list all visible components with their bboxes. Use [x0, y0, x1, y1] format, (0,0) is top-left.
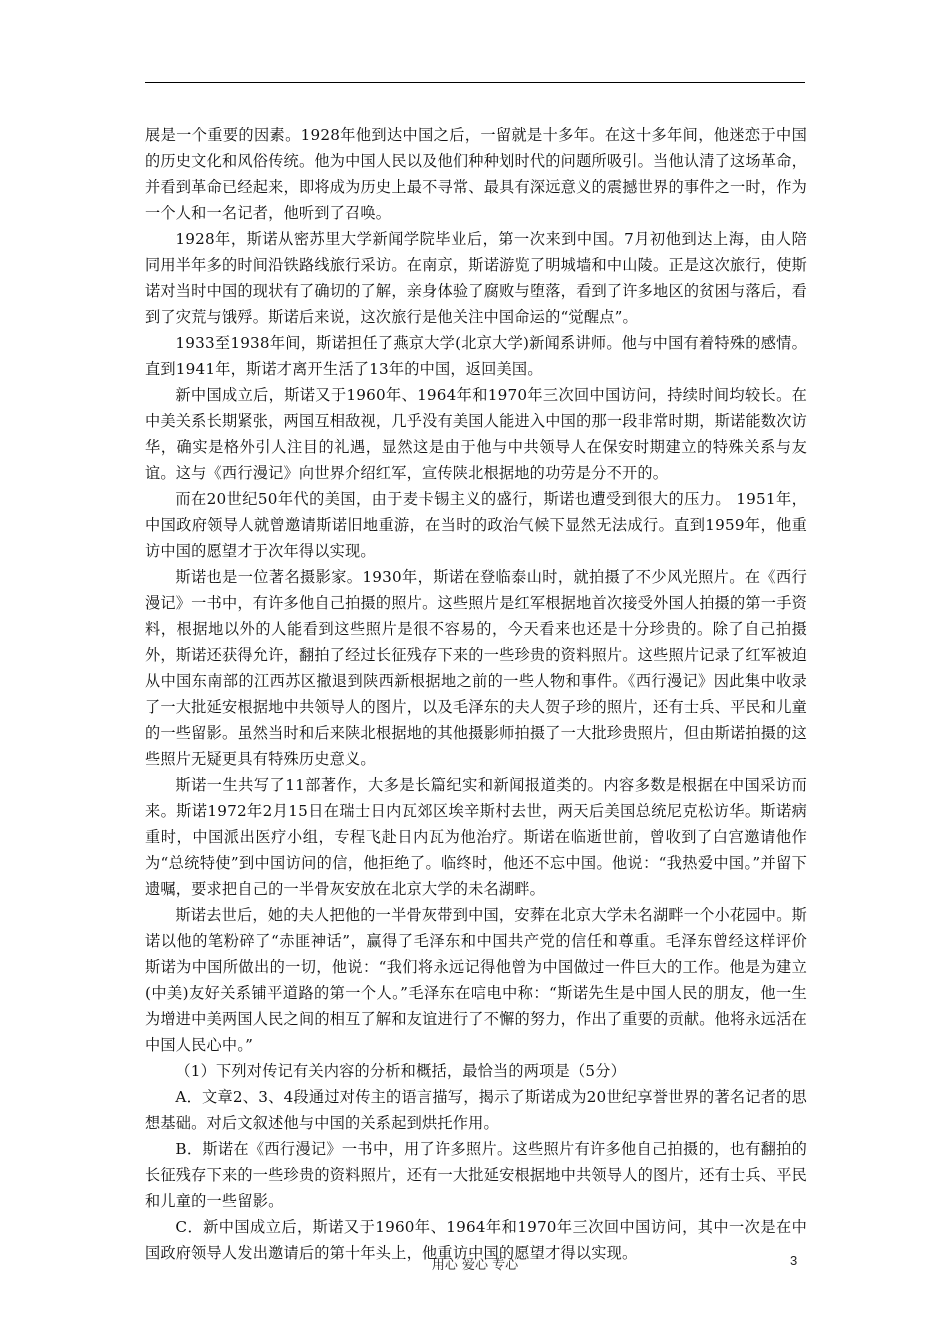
document-body — [145, 122, 807, 1266]
paragraph-works-death: 斯诺一生共写了11部著作，大多是长篇纪实和新闻报道类的。内容多数是根据在中国采访而来。斯诺1972年2月15日在瑞士日内瓦郊区埃辛斯村去世，两天后美国总统尼克松访华。斯诺病重时，中国派出医疗小组，专程飞赴日内瓦为他治疗。斯诺在临逝世前，曾收到了白宫邀请他作为“总统特使”到中国访问的信，他拒绝了。临终时，他还不忘中国。他说：“我热爱中国。”并留下遗嘱，要求把自己的一半骨灰安放在北京大学的未名湖畔。 — [145, 776, 807, 898]
paragraph-return-visits: 新中国成立后，斯诺又于1960年、1964年和1970年三次回中国访问，持续时间均较长。在中美关系长期紧张，两国互相敌视，几乎没有美国人能进入中国的那一段非常时期，斯诺能数次访华，确实是格外引人注目的礼遇，显然这是由于他与中共领导人在保安时期建立的特殊关系与友谊。这与《西行漫记》向世界介绍红军，宣传陕北根据地的功劳是分不开的。 — [145, 386, 807, 482]
question-1: （1）下列对传记有关内容的分析和概括，最恰当的两项是（5分） — [175, 1062, 626, 1080]
header-rule — [145, 82, 805, 83]
paragraph-mccarthyism: 而在20世纪50年代的美国，由于麦卡锡主义的盛行，斯诺也遭受到很大的压力。 1951年，中国政府领导人就曾邀请斯诺旧地重游，在当时的政治气候下显然无法成行。直到1959年，他重访中国的愿望才于次年得以实现。 — [145, 490, 807, 560]
page-footer: 用心 爱心 专心 — [431, 1258, 519, 1273]
paragraph-photography: 斯诺也是一位著名摄影家。1930年，斯诺在登临泰山时，就拍摄了不少风光照片。在《西行漫记》一书中，有许多他自己拍摄的照片。这些照片是红军根据地首次接受外国人拍摄的第一手资料，根据地以外的人能看到这些照片是很不容易的，今天看来也还是十分珍贵的。除了自己拍摄外，斯诺还获得允许，翻拍了经过长征残存下来的一些珍贵的资料照片。这些照片记录了红军被迫从中国东南部的江西苏区撤退到陕西新根据地之前的一些人物和事件。《西行漫记》因此集中收录了一大批延安根据地中共领导人的图片，以及毛泽东的夫人贺子珍的照片，还有士兵、平民和儿童的一些留影。虽然当时和后来陕北根据地的其他摄影师拍摄了一大批珍贵照片，但由斯诺拍摄的这些照片无疑更具有特殊历史意义。 — [145, 568, 807, 768]
paragraph-1928-trip: 1928年，斯诺从密苏里大学新闻学院毕业后，第一次来到中国。7月初他到达上海，由人陪同用半年多的时间沿铁路线旅行采访。在南京，斯诺游览了明城墙和中山陵。正是这次旅行，使斯诺对当时中国的现状有了确切的了解，亲身体验了腐败与堕落，看到了许多地区的贫困与落后，看到了灾荒与饿殍。斯诺后来说，这次旅行是他关注中国命运的“觉醒点”。 — [145, 230, 807, 326]
paragraph-legacy: 斯诺去世后，她的夫人把他的一半骨灰带到中国，安葬在北京大学未名湖畔一个小花园中。斯诺以他的笔粉碎了“赤匪神话”，赢得了毛泽东和中国共产党的信任和尊重。毛泽东曾经这样评价斯诺为中国所做出的一切，他说：“我们将永远记得他曾为中国做过一件巨大的工作。他是为建立(中美)友好关系铺平道路的第一个人。”毛泽东在唁电中称：“斯诺先生是中国人民的朋友，他一生为增进中美两国人民之间的相互了解和友谊进行了不懈的努力，作出了重要的贡献。他将永远活在中国人民心中。” — [145, 906, 807, 1054]
page-number: 3 — [790, 1253, 798, 1268]
option-b: B．斯诺在《西行漫记》一书中，用了许多照片。这些照片有许多他自己拍摄的，也有翻拍的长征残存下来的一些珍贵的资料照片，还有一大批延安根据地中共领导人的图片，还有士兵、平民和儿童的一些留影。 — [145, 1140, 807, 1210]
option-c: C．新中国成立后，斯诺又于1960年、1964年和1970年三次回中国访问，其中一次是在中国政府领导人发出邀请后的第十年头上，他重访中国的愿望才得以实现。 — [145, 1218, 807, 1262]
paragraph-continuation: 展是一个重要的因素。1928年他到达中国之后，一留就是十多年。在这十多年间，他迷恋于中国的历史文化和风俗传统。他为中国人民以及他们种种划时代的问题所吸引。当他认清了这场革命，并看到革命已经起来，即将成为历史上最不寻常、最具有深远意义的震撼世界的事件之一时，作为一个人和一名记者，他听到了召唤。 — [145, 126, 807, 222]
option-a: A．文章2、3、4段通过对传主的语言描写，揭示了斯诺成为20世纪享誉世界的著名记者的思想基础。对后文叙述他与中国的关系起到烘托作用。 — [145, 1088, 807, 1132]
paragraph-yenching: 1933至1938年间，斯诺担任了燕京大学(北京大学)新闻系讲师。他与中国有着特殊的感情。直到1941年，斯诺才离开生活了13年的中国，返回美国。 — [145, 334, 807, 378]
